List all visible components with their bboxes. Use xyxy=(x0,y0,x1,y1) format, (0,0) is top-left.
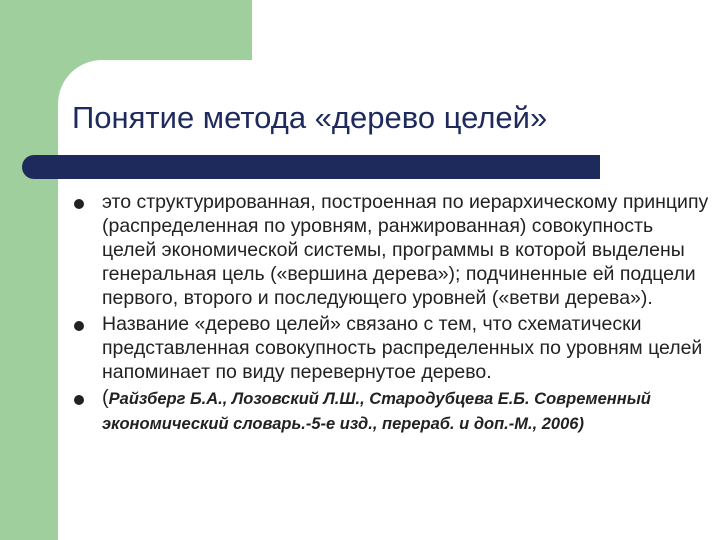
bullet-dot-icon xyxy=(74,321,84,331)
reference-open-paren: ( xyxy=(102,387,109,409)
bullet-text: Название «дерево целей» связано с тем, что схематически представленная совокупность распределенных по уровням целей напоминает по виду перевернутое дерево. xyxy=(102,313,703,383)
reference-citation: Райзберг Б.А., Лозовский Л.Ш., Стародубцева Е.Б. Современный экономический словарь.-5-е изд., перераб. и доп.-М., 2006) xyxy=(102,390,651,433)
bullet-item-name-origin xyxy=(72,312,712,384)
bullet-dot-icon xyxy=(74,199,84,209)
slide-title: Понятие метода «дерево целей» xyxy=(72,100,548,135)
bullet-item-reference xyxy=(72,386,712,436)
bullet-text: это структурированная, построенная по иерархическому принципу (распределенная по уровням, ранжированная) совокупность целей экономической системы, программы в которой выделены генеральная цель («вершина дерева»); подчиненные ей подцели первого, второго и последующего уровней («ветви дерева»). xyxy=(102,191,709,309)
title-underline-bar xyxy=(22,155,600,179)
slide-body xyxy=(72,190,712,438)
bullet-item-definition xyxy=(72,190,712,310)
bullet-dot-icon xyxy=(74,395,84,405)
